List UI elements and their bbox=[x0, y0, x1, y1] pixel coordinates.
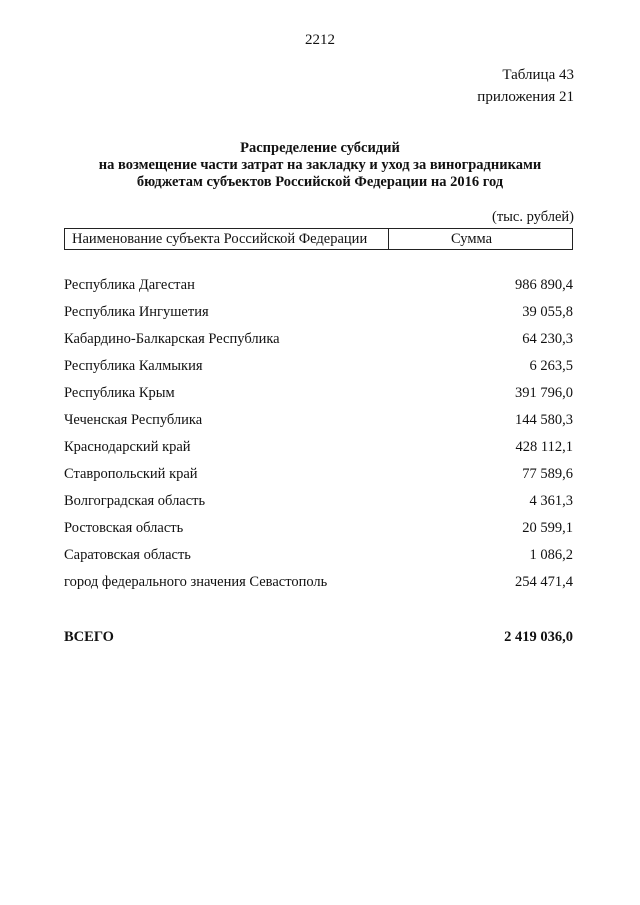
table-row bbox=[64, 493, 573, 515]
region-name: Республика Ингушетия bbox=[64, 304, 209, 320]
subsidy-amount: 986 890,4 bbox=[515, 277, 573, 293]
table-ref-number: Таблица 43 bbox=[502, 67, 574, 83]
region-name: Чеченская Республика bbox=[64, 412, 203, 428]
table-row bbox=[64, 574, 573, 596]
table-row bbox=[64, 547, 573, 569]
region-name: Краснодарский край bbox=[64, 439, 191, 455]
subsidy-amount: 20 599,1 bbox=[522, 520, 573, 536]
table-row bbox=[64, 331, 573, 353]
region-name: Саратовская область bbox=[64, 547, 191, 563]
region-name: Волгоградская область bbox=[64, 493, 206, 509]
table-row bbox=[64, 466, 573, 488]
subsidy-amount: 1 086,2 bbox=[529, 547, 573, 563]
subsidy-amount: 254 471,4 bbox=[515, 574, 573, 590]
table-ref-appendix: приложения 21 bbox=[477, 89, 574, 105]
column-header-name: Наименование субъекта Российской Федерации bbox=[72, 231, 368, 247]
units-label: (тыс. рублей) bbox=[492, 209, 574, 225]
subsidy-amount: 428 112,1 bbox=[515, 439, 573, 455]
table-row bbox=[64, 358, 573, 380]
page-number: 2212 bbox=[305, 32, 335, 48]
document-title-line-3: бюджетам субъектов Российской Федерации на 2016 год bbox=[136, 174, 504, 190]
table-row bbox=[64, 304, 573, 326]
subsidy-amount: 39 055,8 bbox=[522, 304, 573, 320]
region-name: Республика Дагестан bbox=[64, 277, 195, 293]
total-value: 2 419 036,0 bbox=[504, 629, 573, 645]
region-name: Ставропольский край bbox=[64, 466, 198, 482]
region-name: Кабардино-Балкарская Республика bbox=[64, 331, 280, 347]
region-name: город федерального значения Севастополь bbox=[64, 574, 328, 590]
subsidy-amount: 391 796,0 bbox=[515, 385, 573, 401]
subsidy-amount: 77 589,6 bbox=[522, 466, 573, 482]
subsidy-amount: 64 230,3 bbox=[522, 331, 573, 347]
table-row bbox=[64, 412, 573, 434]
subsidy-amount: 144 580,3 bbox=[515, 412, 573, 428]
table-row bbox=[64, 385, 573, 407]
region-name: Республика Калмыкия bbox=[64, 358, 203, 374]
region-name: Республика Крым bbox=[64, 385, 175, 401]
document-title-line-2: на возмещение части затрат на закладку и уход за виноградниками bbox=[98, 157, 542, 173]
table-row bbox=[64, 439, 573, 461]
subsidy-amount: 4 361,3 bbox=[529, 493, 573, 509]
table-row bbox=[64, 520, 573, 542]
table-row bbox=[64, 277, 573, 299]
document-title-line-1: Распределение субсидий bbox=[240, 140, 400, 156]
region-name: Ростовская область bbox=[64, 520, 184, 536]
subsidy-amount: 6 263,5 bbox=[529, 358, 573, 374]
column-header-sum: Сумма bbox=[451, 231, 493, 247]
total-label: ВСЕГО bbox=[64, 629, 114, 645]
table-header bbox=[64, 228, 573, 250]
header-divider bbox=[388, 229, 389, 249]
